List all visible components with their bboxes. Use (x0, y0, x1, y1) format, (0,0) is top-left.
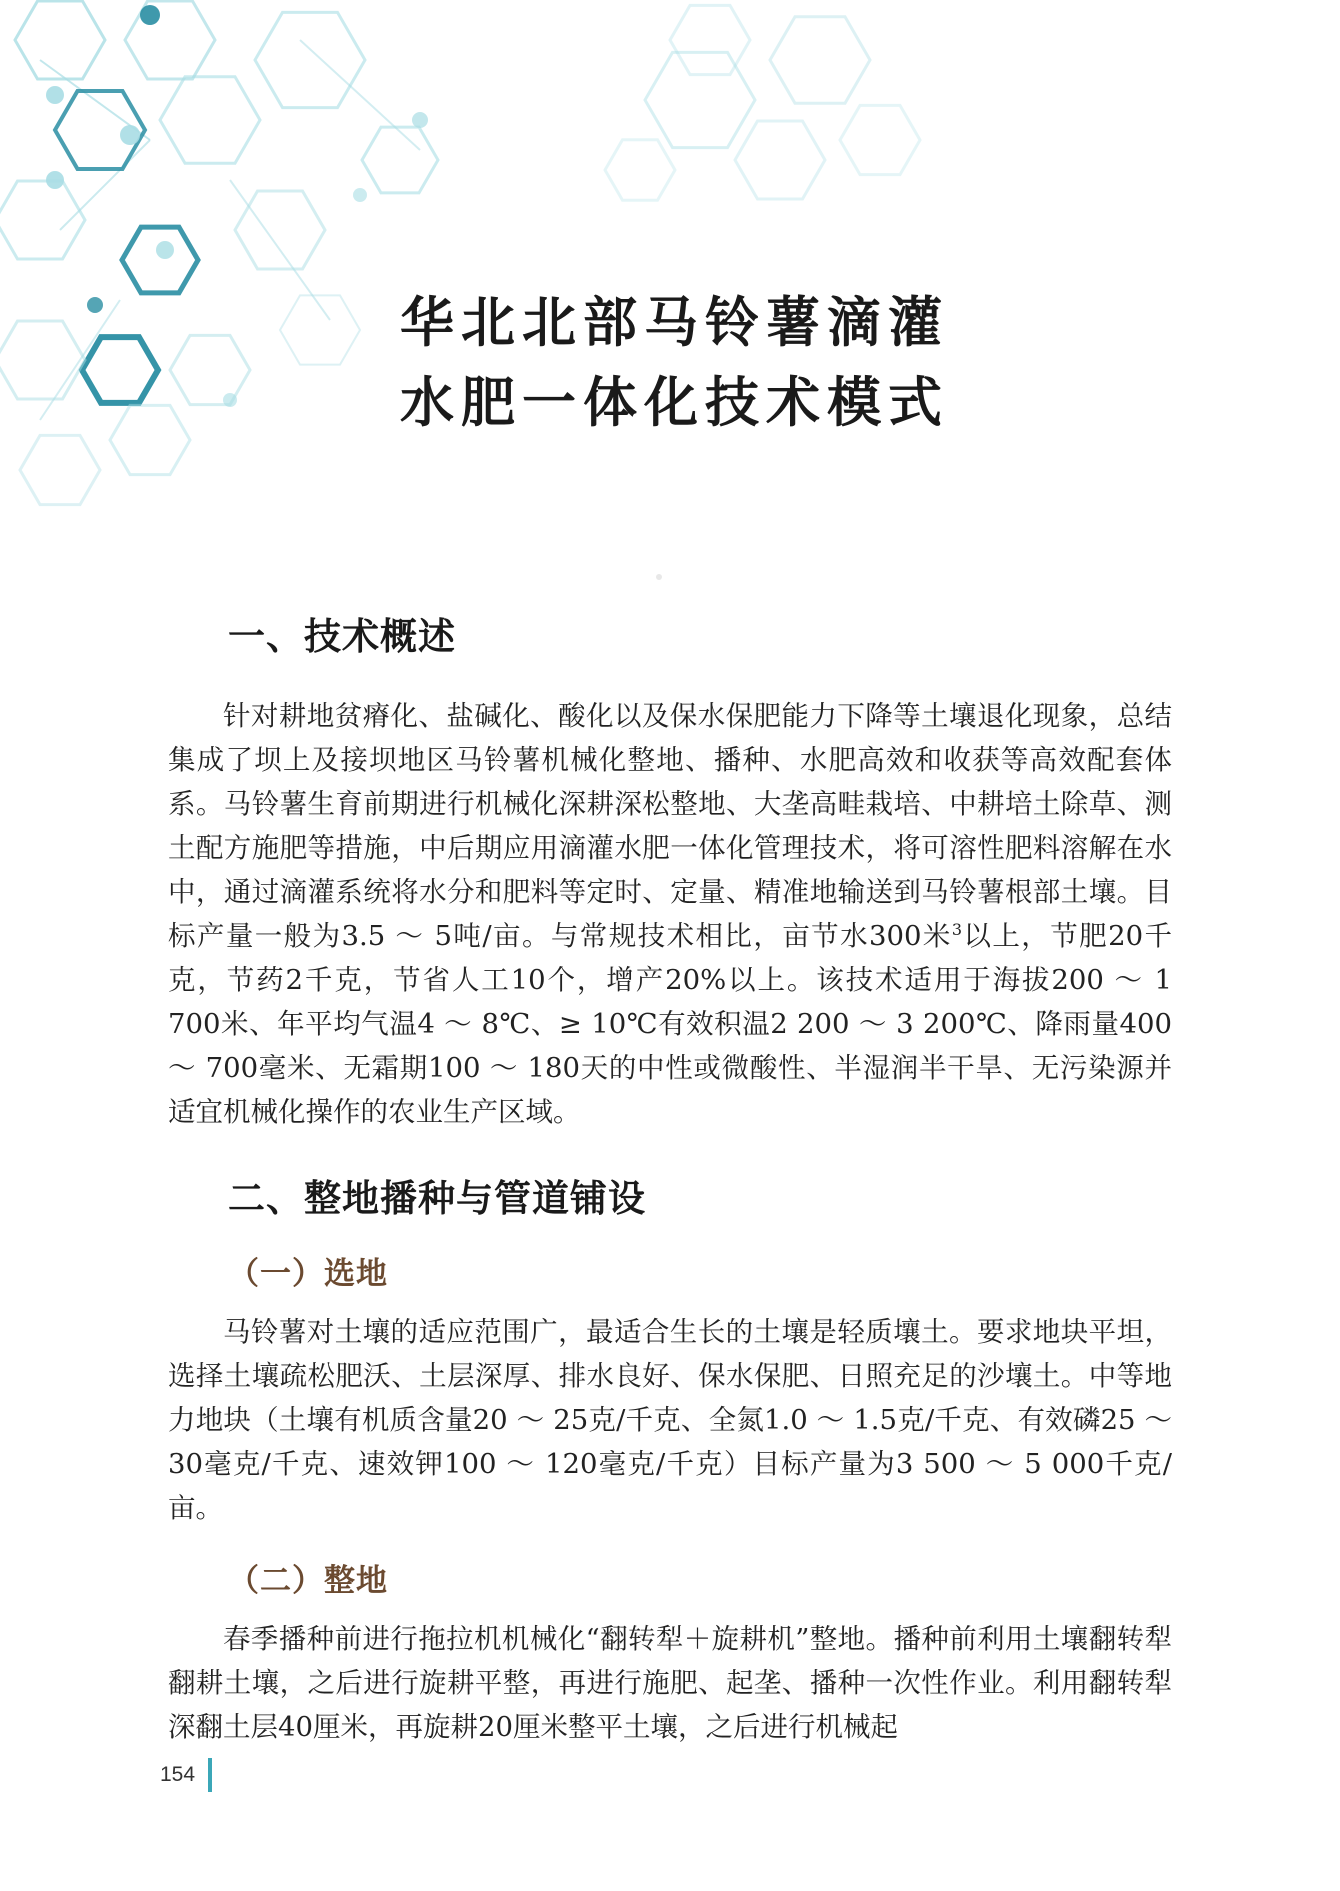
molecule-node (412, 112, 428, 128)
hexagon-shape-5 (0, 181, 85, 259)
molecule-node (223, 393, 237, 407)
hexagon-shape-19 (840, 105, 920, 174)
hexagon-shape-1 (125, 1, 215, 79)
title-line-1: 华北北部马铃薯滴灌 (400, 290, 949, 354)
hexagon-molecule-decoration (0, 0, 1340, 520)
hexagon-shape-13 (20, 435, 100, 504)
molecule-node (156, 241, 174, 259)
subheading-land-preparation: （二）整地 (228, 1563, 388, 1599)
hexagon-shape-0 (15, 1, 105, 79)
decorative-dot (656, 574, 662, 580)
section-heading-land-prep: 二、整地播种与管道铺设 (228, 1177, 646, 1220)
hexagon-shape-10 (0, 321, 85, 399)
hexagon-shape-17 (735, 121, 825, 199)
molecule-node (140, 5, 160, 25)
molecule-node (353, 188, 367, 202)
hexagon-shape-16 (770, 17, 870, 104)
hexagon-shape-18 (670, 5, 750, 74)
molecule-bond (60, 140, 150, 230)
hexagon-shape-8 (362, 127, 438, 193)
page-footer (160, 1758, 195, 1792)
hexagon-shape-15 (645, 52, 755, 147)
title-line-2: 水肥一体化技术模式 (400, 370, 949, 434)
molecule-node (120, 125, 140, 145)
hexagon-shape-9 (82, 337, 158, 403)
site-selection-paragraph: 马铃薯对土壤的适应范围广，最适合生长的土壤是轻质壤土。要求地块平坦，选择土壤疏松肥沃、土层深厚、排水良好、保水保肥、日照充足的沙壤土。中等地力地块（土壤有机质含量20 ～ 25克/千克、全氮1.0 ～ 1.5克/千克、有效磷25 ～ 30毫克/千克、速效钾100 ～ 120毫克/千克）目标产量为3 500 ～ 5 000千克/亩。 (168, 1316, 1172, 1524)
land-preparation-paragraph: 春季播种前进行拖拉机机械化“翻转犁＋旋耕机”整地。播种前利用土壤翻转犁翻耕土壤，之后进行旋耕平整，再进行施肥、起垄、播种一次性作业。利用翻转犁深翻土层40厘米，再旋耕20厘米整平土壤，之后进行机械起 (168, 1623, 1172, 1743)
molecule-node (46, 86, 64, 104)
hexagon-shape-4 (160, 77, 260, 164)
hexagon-shape-7 (235, 191, 325, 269)
molecule-node (87, 297, 103, 313)
page-number: 154 (160, 1763, 196, 1786)
subheading-site-selection: （一）选地 (228, 1256, 388, 1292)
hexagon-shape-11 (170, 335, 250, 404)
overview-text-cont: 以上，节肥20千克，节药2千克，节省人工10个，增产20%以上。该技术适用于海拔200 ～ 1 700米、年平均气温4 ～ 8℃、≥ 10℃有效积温2 200 ～ 3 200℃、降雨量400 ～ 700毫米、无霜期100 ～ 180天的中性或微酸性、半湿润半干旱、无污染源并适宜机械化操作的农业生产区域。 (168, 920, 1172, 1128)
hexagon-shape-20 (605, 140, 675, 201)
overview-text: 针对耕地贫瘠化、盐碱化、酸化以及保水保肥能力下降等土壤退化现象，总结集成了坝上及接坝地区马铃薯机械化整地、播种、水肥高效和收获等高效配套体系。马铃薯生育前期进行机械化深耕深松整地、大垄高畦栽培、中耕培土除草、测土配方施肥等措施，中后期应用滴灌水肥一体化管理技术，将可溶性肥料溶解在水中，通过滴灌系统将水分和肥料等定时、定量、精准地输送到马铃薯根部土壤。目标产量一般为3.5 ～ 5吨/亩。与常规技术相比，亩节水300米 (168, 700, 1172, 952)
section-heading-overview: 一、技术概述 (228, 615, 456, 658)
hexagon-shape-6 (122, 227, 198, 293)
hexagon-shape-12 (110, 405, 190, 474)
superscript-3: 3 (951, 919, 963, 939)
molecule-node (46, 171, 64, 189)
overview-paragraph (168, 694, 1172, 1134)
molecule-bond (300, 40, 420, 150)
page-number-bar (208, 1758, 212, 1792)
hexagon-shape-2 (255, 12, 365, 107)
article-title (400, 282, 1100, 442)
